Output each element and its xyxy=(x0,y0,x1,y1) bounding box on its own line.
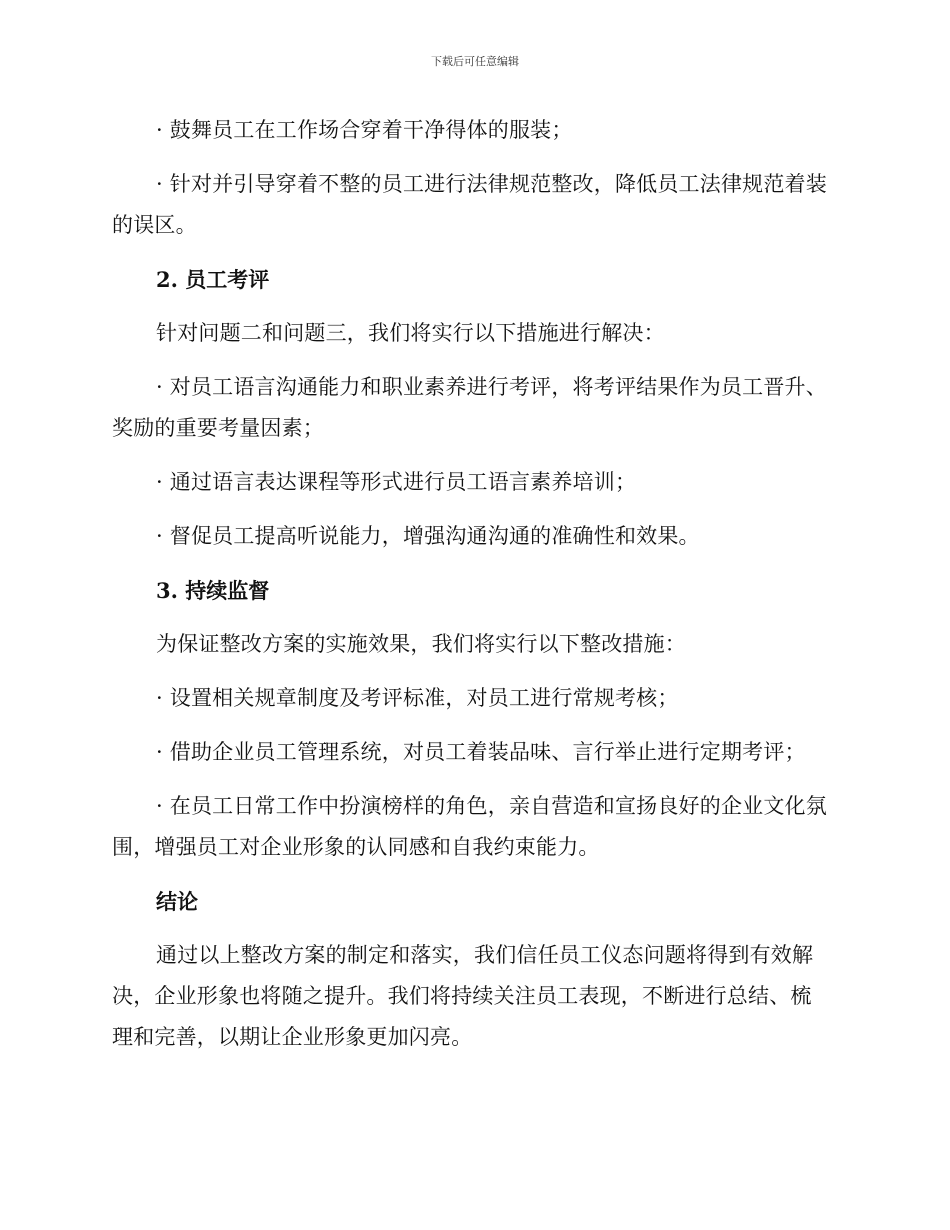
section-heading-conclusion: 结论 xyxy=(156,889,198,914)
paragraph-conclusion: 通过以上整改方案的制定和落实，我们信任员工仪态问题将得到有效解决，企业形象也将随之提升。我们将持续关注员工表现，不断进行总结、梳理和完善，以期让企业形象更加闪亮。 xyxy=(112,943,814,1049)
document-body xyxy=(112,110,832,1071)
section-heading-continuous-supervision: 3. 持续监督 xyxy=(156,578,270,603)
paragraph-review-intro: 针对问题二和问题三，我们将实行以下措施进行解决： xyxy=(156,321,665,345)
bullet-clean-attire: · 鼓舞员工在工作场合穿着干净得体的服装； xyxy=(156,118,573,142)
bullet-rules-standards: · 设置相关规章制度及考评标准，对员工进行常规考核； xyxy=(156,686,679,710)
section-heading-employee-review: 2. 员工考评 xyxy=(156,267,270,292)
bullet-communication-review: · 对员工语言沟通能力和职业素养进行考评，将考评结果作为员工晋升、奖励的重要考量因素； xyxy=(112,375,827,440)
bullet-listening-speaking: · 督促员工提高听说能力，增强沟通沟通的准确性和效果。 xyxy=(156,524,700,548)
page-header-note: 下载后可任意编辑 xyxy=(431,55,519,68)
bullet-attire-correction: · 针对并引导穿着不整的员工进行法律规范整改，降低员工法律规范着装的误区。 xyxy=(112,172,827,237)
paragraph-supervision-intro: 为保证整改方案的实施效果，我们将实行以下整改措施： xyxy=(156,632,686,656)
bullet-role-model: · 在员工日常工作中扮演榜样的角色，亲自营造和宣扬良好的企业文化氛围，增强员工对企业形象的认同感和自我约束能力。 xyxy=(112,794,827,859)
bullet-management-system: · 借助企业员工管理系统，对员工着装品味、言行举止进行定期考评； xyxy=(156,740,806,764)
bullet-language-training: · 通过语言表达课程等形式进行员工语言素养培训； xyxy=(156,470,637,494)
